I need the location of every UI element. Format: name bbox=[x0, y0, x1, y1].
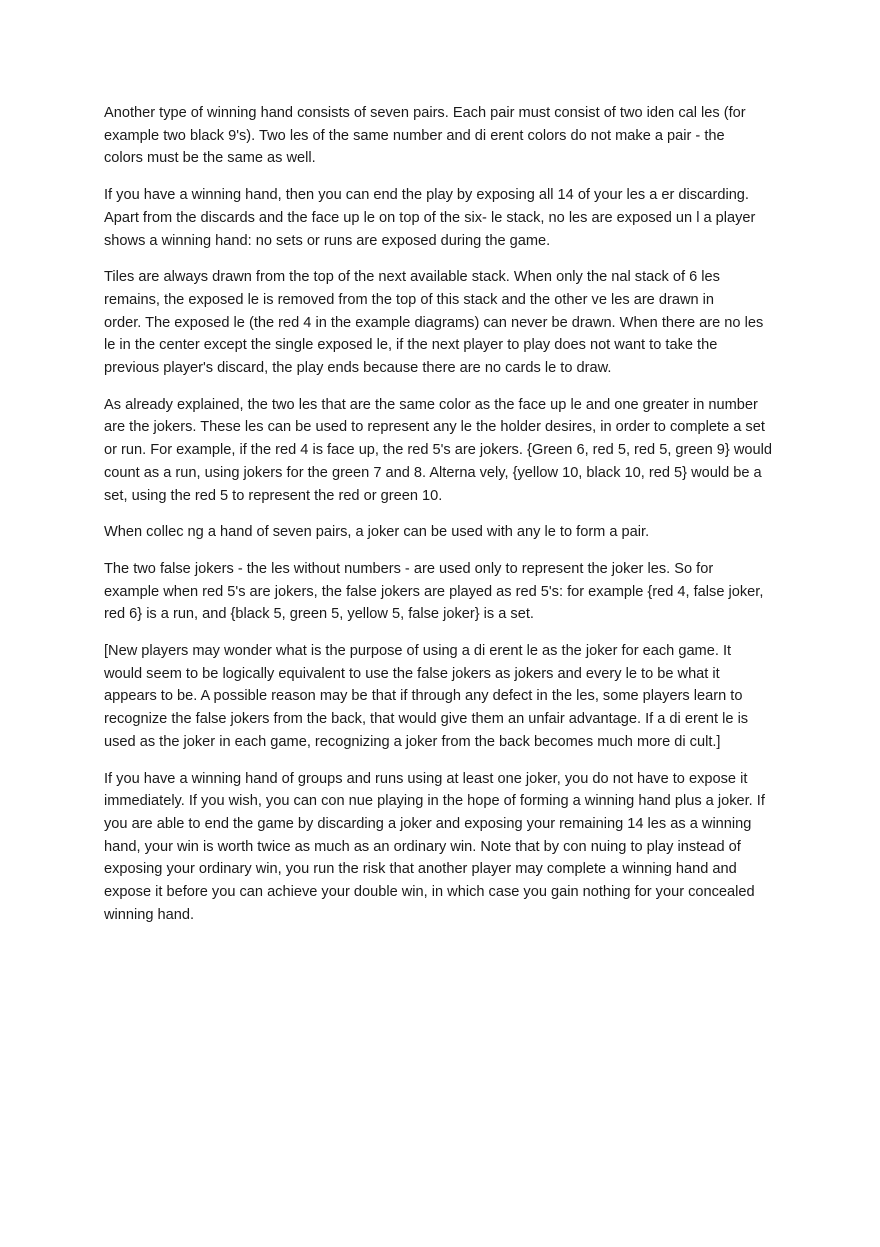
paragraph-jokers: As already explained, the two les that are the same color as the face up le and one greater in number are the jokers. These les can be used to represent any le the holder desires, in order to complete a set or run. For example, if the red 4 is face up, the red 5's are jokers. {Green 6, red 5, red 5, green 9} would count as a run, using jokers for the green 7 and 8. Alterna vely, {yellow 10, black 10, red 5} would be a set, using the red 5 to represent the red or green 10. bbox=[104, 396, 772, 504]
paragraph-double-win: If you have a winning hand of groups and runs using at least one joker, you do not have to expose it immediately. If you wish, you can con nue playing in the hope of forming a winning hand plus a joker. If you are able to end the game by discarding a joker and exposing your remaining 14 les as a winning hand, your win is worth twice as much as an ordinary win. Note that by con nuing to play instead of exposing your ordinary win, you run the risk that another player may complete a winning hand and expose it before you can achieve your double win, in which case you gain nothing for your concealed winning hand. bbox=[104, 770, 765, 923]
paragraph-false-jokers: The two false jokers - the les without numbers - are used only to represent the joker les. So for example when red 5's are jokers, the false jokers are played as red 5's: for example {red 4, false joker, red 6} is a run, and {black 5, green 5, yellow 5, false joker} is a set. bbox=[104, 560, 764, 623]
paragraph-drawing-tiles: Tiles are always drawn from the top of the next available stack. When only the nal stack of 6 les remains, the exposed le is removed from the top of this stack and the other ve les are drawn in order. The exposed le (the red 4 in the example diagrams) can never be drawn. When there are no les le in the center except the single exposed le, if the next player to play does not want to take the previous player's discard, the play ends because there are no cards le to draw. bbox=[104, 269, 764, 377]
document-body bbox=[104, 102, 784, 941]
paragraph-ending-play: If you have a winning hand, then you can end the play by exposing all 14 of your les a er discarding. Apart from the discards and the face up le on top of the six- le stack, no les are exposed un l a player shows a winning hand: no sets or runs are exposed during the game. bbox=[104, 187, 756, 249]
paragraph-seven-pairs: Another type of winning hand consists of seven pairs. Each pair must consist of two iden cal les (for example two black 9's). Two les of the same number and di erent colors do not make a pair - the colors must be the same as well. bbox=[104, 105, 746, 167]
paragraph-joker-purpose: [New players may wonder what is the purpose of using a di erent le as the joker for each game. It would seem to be logically equivalent to use the false jokers as jokers and every le to be what it appears to be. A possible reason may be that if through any defect in the les, some players learn to recognize the false jokers from the back, that would give them an unfair advantage. If a di erent le is used as the joker in each game, recognizing a joker from the back becomes much more di cult.] bbox=[104, 643, 749, 750]
paragraph-joker-pairs: When collec ng a hand of seven pairs, a joker can be used with any le to form a pair. bbox=[104, 524, 650, 541]
